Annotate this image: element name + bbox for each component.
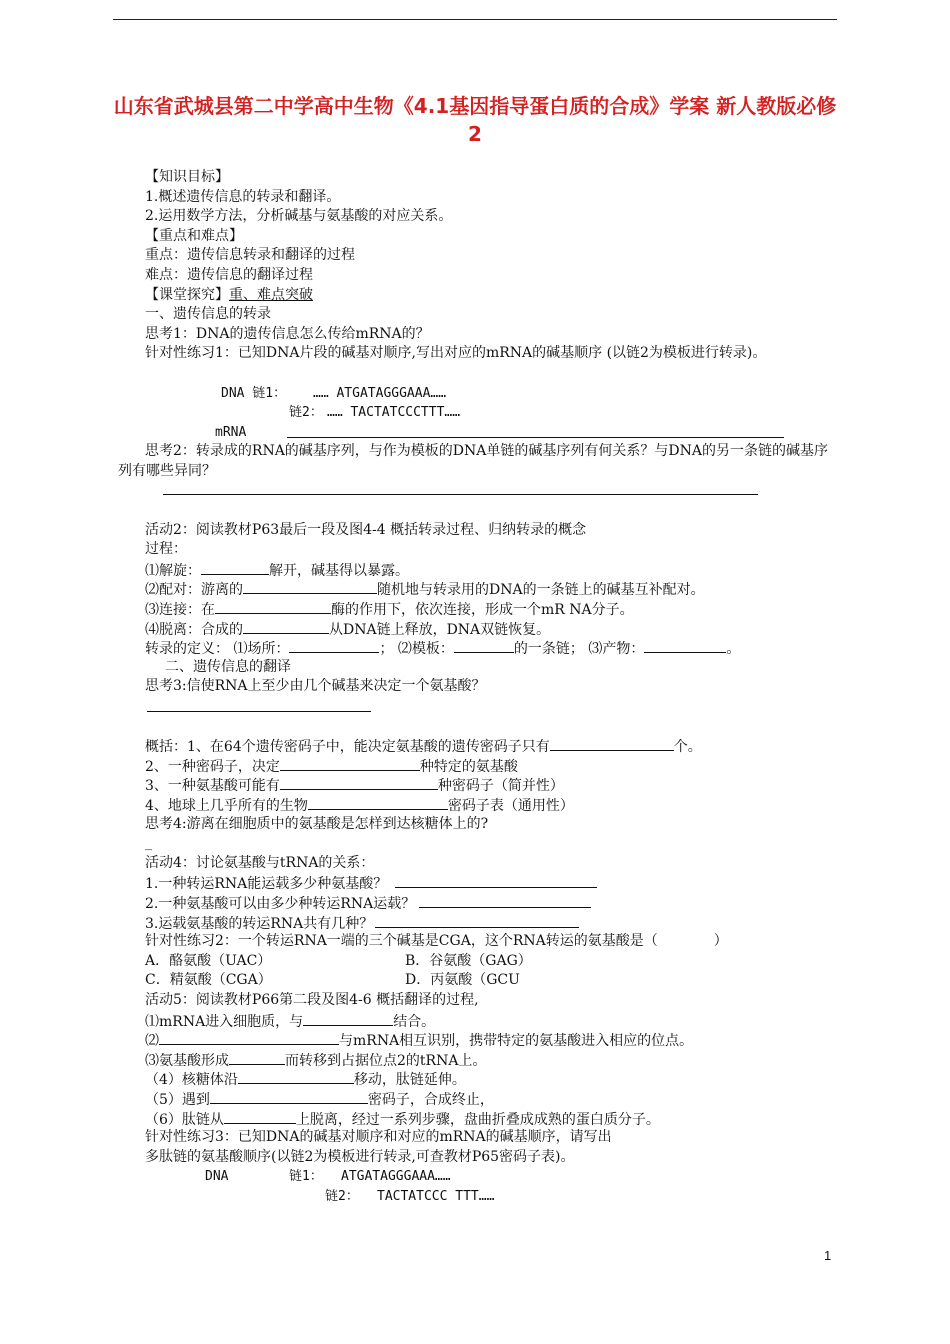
fill-line (145, 1089, 845, 1109)
question-line (145, 893, 845, 913)
question-text: 思考1：DNA的遗传信息怎么传给mRNA的？ (145, 325, 430, 342)
choice-a: A．酪氨酸（UAC） (145, 952, 272, 969)
text: 移动，肽链延伸。 (353, 1072, 466, 1089)
answer-line (145, 482, 845, 502)
question-line (145, 873, 845, 893)
fill-blank (308, 795, 448, 810)
text-line: 重点：遗传信息转录和翻译的过程 (145, 247, 355, 264)
question-text: 思考2：转录成的RNA的碱基序列，与作为模板的DNA单链的碱基序列有何关系？与DNA的另一条链的碱基序列有哪些异同？ (118, 443, 828, 479)
choice-row (145, 952, 845, 972)
page-title: 山东省武城县第二中学高中生物《4.1基因指导蛋白质的合成》学案 新人教版必修2 (113, 94, 837, 146)
strand-sequence: …… TACTATCCCTTT…… (327, 405, 461, 421)
fill-line (145, 736, 845, 756)
heading-text: 【课堂探究】 (145, 286, 229, 303)
fill-blank (224, 1109, 296, 1124)
activity-heading: 活动5：阅读教材P66第二段及图4-6 概括翻译的过程, (145, 991, 479, 1008)
text: 个。 (673, 739, 702, 756)
choice-d: D．丙氨酸（GCU (405, 972, 520, 989)
text: 2.一种氨基酸可以由多少种转运RNA运载？ (145, 895, 416, 912)
section-heading: 【知识目标】 (145, 169, 229, 185)
text: ⑵ (145, 1033, 159, 1050)
strand-sequence: ATGATAGGGAAA…… (341, 1169, 451, 1185)
fill-blank (229, 1050, 285, 1065)
heading-underlined: 重、难点突破 (229, 286, 313, 303)
text: 1.一种转运RNA能运载多少种氨基酸？ (145, 876, 388, 893)
answer-blank (163, 494, 758, 495)
fill-line (145, 1069, 845, 1089)
document-body (118, 168, 845, 1206)
answer-blank (147, 711, 371, 712)
text: 2、一种密码子，决定 (145, 758, 280, 775)
dna-strand-2 (145, 403, 845, 423)
fill-blank (159, 1030, 339, 1045)
text: 3、一种氨基酸可能有 (145, 778, 280, 795)
fill-blank (550, 736, 674, 751)
strand-label: DNA (205, 1169, 229, 1185)
choice-row (145, 971, 845, 991)
dna-strand-2 (145, 1187, 845, 1207)
exercise-text: 针对性练习1：已知DNA片段的碱基对顺序,写出对应的mRNA的碱基顺序 (以链2为模板进行转录)。 (145, 345, 767, 362)
text: 转录的定义： ⑴场所： (145, 641, 290, 658)
text: 随机地与转录用的DNA的一条链上的碱基互补配对。 (377, 582, 705, 599)
text: 密码子表（通用性） (447, 798, 574, 814)
exercise-text: 针对性练习3：已知DNA的碱基对顺序和对应的mRNA的碱基顺序，请写出 (145, 1129, 612, 1146)
fill-line (145, 1109, 845, 1129)
section-heading (145, 286, 845, 306)
spacer (145, 501, 845, 521)
section-heading: 【重点和难点】 (145, 227, 243, 244)
fill-blank (280, 775, 438, 790)
fill-blank (419, 893, 591, 908)
fill-blank (210, 1089, 368, 1104)
fill-line (145, 775, 845, 795)
mrna-label: mRNA (215, 424, 247, 440)
fill-line (145, 1030, 845, 1050)
mrna-answer (145, 423, 845, 443)
fill-line (145, 756, 845, 776)
exercise-text: 针对性练习2：一个转运RNA一端的三个碱基是CGA，这个RNA转运的氨基酸是（ ） (145, 933, 728, 950)
fill-line (145, 560, 845, 580)
text: 酶的作用下，依次连接，形成一个mR NA分子。 (331, 602, 634, 619)
spacer (145, 717, 845, 737)
question-text: 思考3:信使RNA上至少由几个碱基来决定一个氨基酸？ (145, 678, 486, 695)
answer-line (145, 697, 845, 717)
fill-blank (289, 638, 379, 653)
question-line (145, 913, 845, 933)
text: 4、地球上几乎所有的生物 (145, 798, 308, 814)
text: （5）遇到 (145, 1091, 210, 1108)
text: ⑴解旋： (145, 562, 201, 579)
page-number: 1 (824, 1248, 832, 1263)
text: ⑵配对：游离的 (145, 582, 243, 599)
fill-line (145, 599, 845, 619)
fill-blank (243, 579, 377, 594)
text: ⑴mRNA进入细胞质，与 (145, 1013, 304, 1030)
text: ； ⑵模板： (379, 641, 454, 658)
strand-link: 链1： (289, 1169, 323, 1185)
text: ⑶连接：在 (145, 602, 215, 619)
text: 从DNA链上释放，DNA双链恢复。 (329, 621, 551, 638)
fill-line (145, 619, 845, 639)
dna-strand-1 (145, 1167, 845, 1187)
text-line: 过程： (145, 541, 187, 558)
activity-heading: 活动4：讨论氨基酸与tRNA的关系： (145, 854, 375, 871)
text: 密码子，合成终止， (367, 1091, 494, 1108)
strand-label: 链2： (325, 1188, 359, 1204)
answer-blank (287, 437, 784, 438)
fill-line (145, 579, 845, 599)
activity-heading: 活动2：阅读教材P63最后一段及图4-4 概括转录过程、归纳转录的概念 (145, 521, 587, 538)
fill-blank (243, 619, 329, 634)
text: （4）核糖体沿 (145, 1072, 238, 1089)
strand-sequence: …… ATGATAGGGAAA…… (313, 385, 447, 401)
fill-blank (303, 1011, 393, 1026)
text: 种密码子（简并性） (437, 778, 564, 795)
strand-label: DNA 链1： (221, 385, 287, 401)
subsection-title: 二、遗传信息的翻译 (165, 658, 291, 675)
fill-line (145, 1050, 845, 1070)
question-text: 思考4:游离在细胞质中的氨基酸是怎样到达核糖体上的? (145, 815, 489, 832)
text: 解开，碱基得以暴露。 (269, 562, 409, 579)
answer-mark: _ (145, 835, 152, 852)
text: 种特定的氨基酸 (419, 758, 518, 775)
text: 与mRNA相互识别，携带特定的氨基酸进入相应的位点。 (339, 1033, 694, 1050)
fill-blank (280, 756, 420, 771)
choice-b: B．谷氨酸（GAG） (405, 952, 532, 969)
text-line: 难点：遗传信息的翻译过程 (145, 266, 313, 283)
header-rule (113, 19, 837, 20)
definition-line (145, 638, 845, 658)
strand-sequence: TACTATCCC TTT…… (377, 1188, 495, 1204)
text: 。 (726, 641, 741, 658)
fill-blank (201, 560, 269, 575)
fill-blank (454, 638, 514, 653)
text: ⑷脱离：合成的 (145, 621, 243, 638)
fill-blank (644, 638, 726, 653)
dna-strand-1 (145, 384, 845, 404)
fill-blank (395, 873, 597, 888)
text: 结合。 (393, 1013, 436, 1030)
text: 上脱离，经过一系列步骤，盘曲折叠成成熟的蛋白质分子。 (295, 1111, 660, 1128)
text: 而转移到占据位点2的tRNA上。 (285, 1052, 487, 1069)
fill-line (145, 1011, 845, 1031)
fill-blank (238, 1069, 354, 1084)
text: 3.运载氨基酸的转运RNA共有几种？ (145, 915, 374, 932)
strand-label: 链2： (289, 405, 323, 421)
text-line: 1.概述遗传信息的转录和翻译。 (145, 188, 341, 205)
choice-c: C．精氨酸（CGA） (145, 972, 272, 989)
fill-blank (215, 599, 331, 614)
text-line: 2.运用数学方法，分析碱基与氨基酸的对应关系。 (145, 208, 453, 225)
fill-line (145, 795, 845, 815)
exercise-text: 多肽链的氨基酸顺序(以链2为模板进行转录,可查教材P65密码子表)。 (145, 1148, 575, 1165)
text: （6）肽链从 (145, 1111, 224, 1128)
text: ⑶氨基酸形成 (145, 1052, 229, 1069)
fill-blank (375, 913, 579, 928)
text: 的一条链； ⑶产物： (513, 641, 645, 658)
subsection-title: 一、遗传信息的转录 (145, 306, 271, 323)
text: 概括：1、在64个遗传密码子中，能决定氨基酸的遗传密码子只有 (145, 739, 550, 756)
